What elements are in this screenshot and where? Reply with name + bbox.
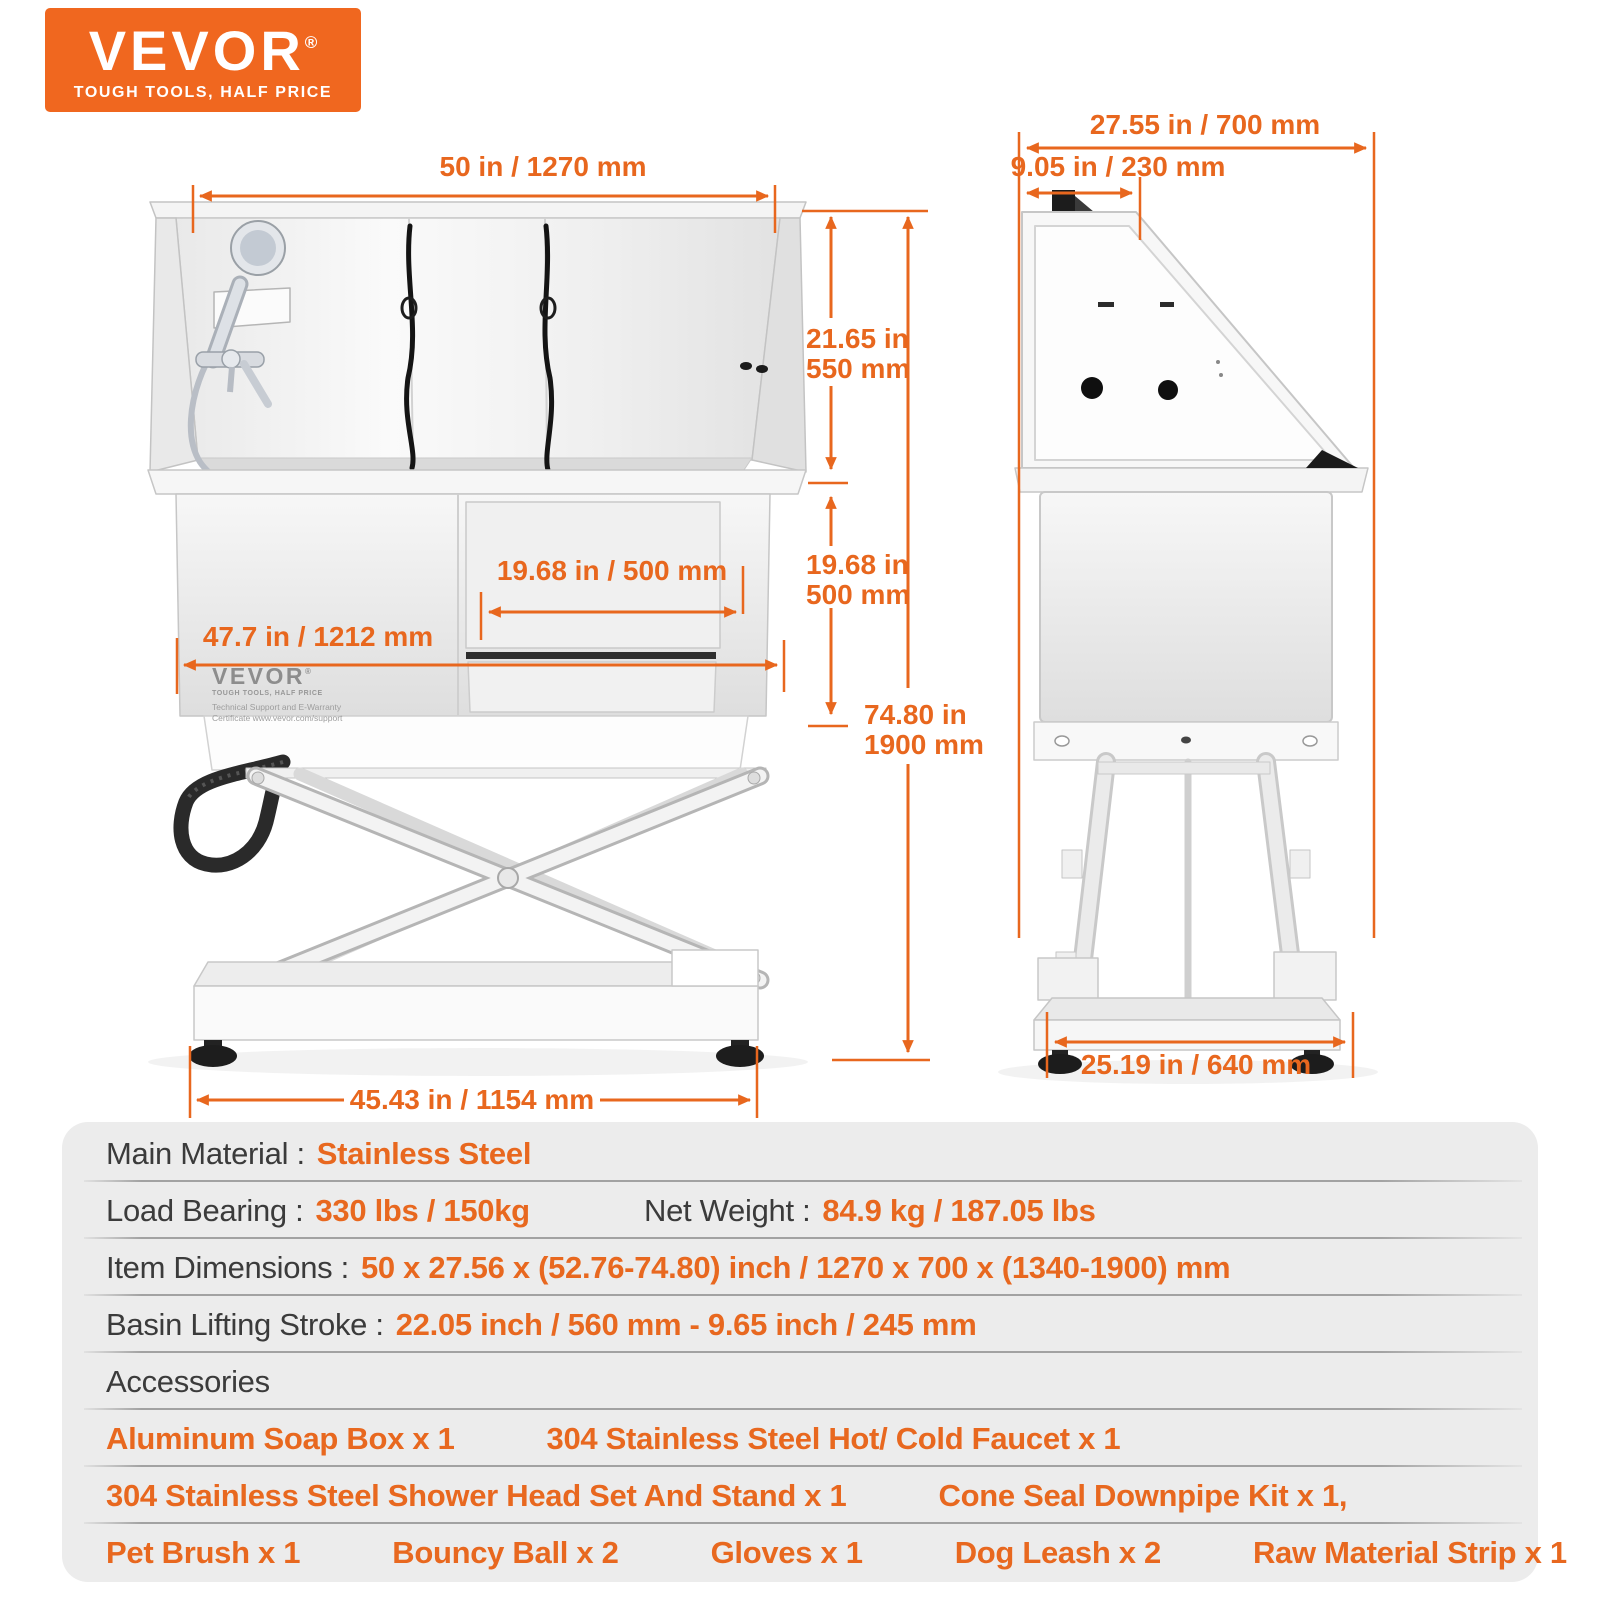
spec-row-load-bearing-net-weight bbox=[62, 1182, 1538, 1239]
spec-row-accessories-3 bbox=[62, 1524, 1567, 1581]
side-pedal-box bbox=[1038, 958, 1098, 1000]
dim-label-door-width: 19.68 in / 500 mm bbox=[496, 555, 728, 586]
lift-bolt bbox=[748, 772, 760, 784]
spec-value: 22.05 inch / 560 mm - 9.65 inch / 245 mm bbox=[395, 1306, 977, 1342]
tub-printed-logo bbox=[212, 660, 342, 724]
panel-hole bbox=[1158, 380, 1178, 400]
spec-value: Stainless Steel bbox=[316, 1135, 532, 1171]
spec-label: Net Weight : bbox=[644, 1192, 811, 1228]
side-splash-inner bbox=[1035, 226, 1332, 460]
panel-pin bbox=[1216, 360, 1220, 364]
dim-lower-height-mm: 500 mm bbox=[806, 579, 911, 610]
panel-pin bbox=[1219, 373, 1223, 377]
brand-name: VEVOR bbox=[88, 19, 305, 82]
vent-hole bbox=[756, 365, 768, 373]
dim-basin-height-in: 21.65 in bbox=[806, 323, 909, 354]
dim-label-depth: 27.55 in / 700 mm bbox=[1089, 109, 1321, 140]
dim-lower-height-in: 19.68 in bbox=[806, 549, 909, 580]
brand-tagline: TOUGH TOOLS, HALF PRICE bbox=[73, 84, 333, 101]
spec-label: Item Dimensions : bbox=[106, 1249, 349, 1285]
side-rim bbox=[1015, 468, 1368, 492]
side-body-panel bbox=[1040, 492, 1332, 722]
registered-mark: ® bbox=[304, 33, 318, 52]
side-pedal-box bbox=[1274, 952, 1336, 1000]
panel-slot bbox=[1098, 302, 1114, 307]
side-view-drawing bbox=[998, 190, 1378, 1084]
spec-row-accessories-2 bbox=[62, 1467, 1538, 1524]
side-base-front bbox=[1034, 1020, 1340, 1050]
pedal-box bbox=[672, 950, 758, 986]
lift-top-rail bbox=[246, 768, 766, 778]
top-bracket-wedge bbox=[1075, 196, 1094, 212]
spec-label: Basin Lifting Stroke : bbox=[106, 1306, 384, 1342]
spec-row-accessories-1 bbox=[62, 1410, 1538, 1467]
dim-label-front-width: 47.7 in / 1212 mm bbox=[202, 621, 434, 652]
panel-hole bbox=[1081, 377, 1103, 399]
leveling-foot bbox=[189, 1045, 237, 1067]
side-base-top bbox=[1034, 998, 1340, 1020]
vevor-logo-text bbox=[45, 13, 361, 81]
dim-label-total-height bbox=[864, 700, 984, 760]
accessory-item: 304 Stainless Steel Shower Head Set And Stand x 1 bbox=[106, 1477, 847, 1513]
faucet-spout bbox=[230, 367, 232, 392]
tub-logo-text bbox=[212, 660, 342, 688]
panel-slot bbox=[1160, 302, 1174, 307]
leg-block bbox=[1062, 850, 1082, 878]
dim-label-top-offset: 9.05 in / 230 mm bbox=[1010, 151, 1226, 182]
accessory-item: Gloves x 1 bbox=[710, 1534, 863, 1570]
tub-logo-support bbox=[212, 702, 342, 724]
dim-basin-height-mm: 550 mm bbox=[806, 353, 911, 384]
lift-pivot bbox=[498, 868, 518, 888]
accessory-item: Bouncy Ball x 2 bbox=[392, 1534, 619, 1570]
spec-value: 50 x 27.56 x (52.76-74.80) inch / 1270 x 700 x (1340-1900) mm bbox=[360, 1249, 1231, 1285]
spec-cell-net-weight bbox=[644, 1193, 1096, 1229]
base-front bbox=[194, 986, 758, 1040]
lower-hatch bbox=[468, 662, 716, 712]
vevor-logo bbox=[45, 8, 361, 112]
accessory-item: Raw Material Strip x 1 bbox=[1252, 1534, 1567, 1570]
spec-row-basin-lifting-stroke bbox=[62, 1296, 1538, 1353]
tub-front-rim bbox=[148, 470, 806, 494]
dim-label-lower-height bbox=[806, 550, 910, 610]
door-slot bbox=[466, 652, 716, 659]
spec-row-item-dimensions bbox=[62, 1239, 1538, 1296]
accessory-item: Aluminum Soap Box x 1 bbox=[106, 1420, 455, 1456]
dim-label-basin-height bbox=[806, 324, 910, 384]
dim-label-top-width: 50 in / 1270 mm bbox=[439, 151, 647, 182]
tub-floor-edge bbox=[198, 458, 752, 470]
spec-row-main-material bbox=[62, 1125, 1538, 1182]
spec-label: Accessories bbox=[106, 1363, 270, 1399]
tub-logo-name: VEVOR bbox=[212, 663, 306, 689]
dim-label-base-width: 45.43 in / 1154 mm bbox=[349, 1084, 595, 1115]
leg-block bbox=[1290, 850, 1310, 878]
accessory-item: Dog Leash x 2 bbox=[954, 1534, 1161, 1570]
spec-table bbox=[62, 1122, 1567, 1582]
front-floor-shadow bbox=[148, 1048, 808, 1076]
accessory-item: Cone Seal Downpipe Kit x 1, bbox=[938, 1477, 1348, 1513]
spec-cell-load-bearing bbox=[106, 1193, 644, 1229]
dim-total-height-in: 74.80 in bbox=[864, 699, 967, 730]
spec-value: 84.9 kg / 187.05 lbs bbox=[822, 1192, 1096, 1228]
spec-label: Load Bearing : bbox=[106, 1192, 304, 1228]
lift-bolt bbox=[252, 772, 264, 784]
top-crossbar bbox=[1098, 762, 1270, 774]
spec-label: Main Material : bbox=[106, 1135, 305, 1171]
spec-row-accessories-header bbox=[62, 1353, 1538, 1410]
vent-hole bbox=[740, 362, 752, 370]
tub-logo-registered: ® bbox=[305, 667, 314, 676]
tub-logo-tagline: TOUGH TOOLS, HALF PRICE bbox=[212, 690, 323, 697]
dim-label-base-depth: 25.19 in / 640 mm bbox=[1080, 1049, 1312, 1080]
plate-screw bbox=[1055, 736, 1069, 746]
plate-screw bbox=[1181, 737, 1191, 744]
tub-logo-support-line2: Certificate www.vevor.com/support bbox=[212, 713, 343, 723]
dim-total-height-mm: 1900 mm bbox=[864, 729, 984, 760]
tub-logo-support-line1: Technical Support and E-Warranty bbox=[212, 702, 342, 712]
shower-head-face bbox=[240, 230, 276, 266]
spec-value: 330 lbs / 150kg bbox=[315, 1192, 530, 1228]
faucet-valve bbox=[222, 350, 240, 368]
plate-screw bbox=[1303, 736, 1317, 746]
accessory-item: Pet Brush x 1 bbox=[106, 1534, 301, 1570]
tub-top-rim bbox=[150, 202, 806, 218]
leveling-foot bbox=[1038, 1054, 1082, 1074]
accessory-item: 304 Stainless Steel Hot/ Cold Faucet x 1 bbox=[546, 1420, 1121, 1456]
